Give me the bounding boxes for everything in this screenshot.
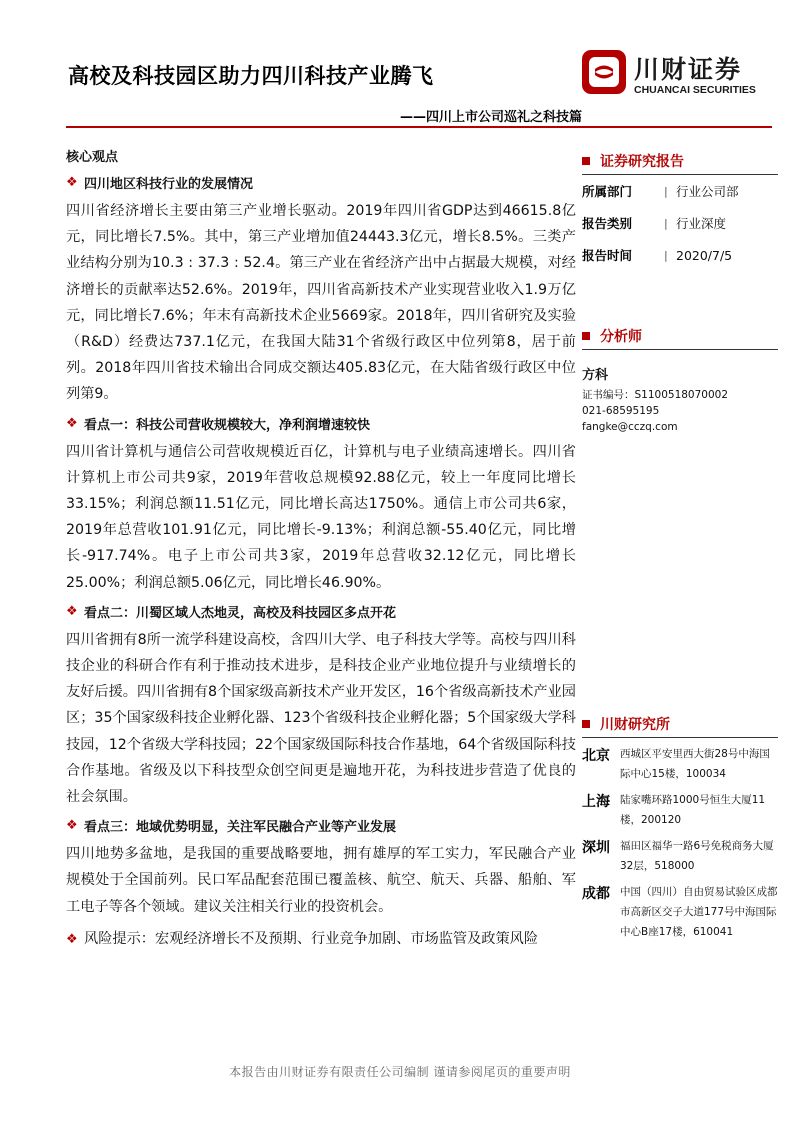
info-label: 报告时间: [582, 248, 633, 263]
logo-text-en: CHUANCAI SECURITIES: [634, 84, 756, 96]
company-logo: [580, 48, 770, 104]
analyst-cert: 证书编号：S1100518070002: [582, 389, 729, 401]
header-divider: [66, 126, 772, 128]
report-heading: 证券研究报告: [582, 148, 778, 174]
square-bullet-icon: [582, 332, 590, 340]
sidebar-divider: [582, 737, 778, 738]
section-paragraph: 四川省拥有8所一流学科建设高校，含四川大学、电子科技大学等。高校与四川科技企业的科研合作有利于推动技术进步，是科技企业产业地位提升与业绩增长的友好后援。四川省拥有8个国家级高新技术产业开发区，16个省级高新技术产业园区；35个国家级科技企业孵化器、123个省级科技企业孵化器；5个国家级大学科技园，12个省级大学科技园；22个国家级国际科技合作基地，64个省级国际科技合作基地。省级及以下科技型众创空间更是遍地开花，为科技进步营造了优良的社会氛围。: [66, 631, 576, 806]
info-value: 行业深度: [676, 216, 727, 231]
office-beijing: [582, 744, 778, 784]
square-bullet-icon: [582, 157, 590, 165]
section-point-one: [66, 414, 576, 596]
main-content: [66, 140, 576, 953]
section-point-three: [66, 816, 576, 920]
sidebar: [582, 148, 778, 942]
page-footer: 本报告由川财证券有限责任公司编制 谨请参阅尾页的重要声明: [229, 1065, 571, 1079]
office-city: 成都: [582, 886, 610, 902]
info-row-department: 所属部门 | 行业公司部: [582, 184, 739, 199]
office-shanghai: [582, 790, 778, 830]
risk-text: 风险提示：宏观经济增长不及预期、行业竞争加剧、市场监管及政策风险: [84, 930, 539, 947]
office-city: 深圳: [582, 840, 610, 856]
office-city: 上海: [582, 794, 610, 810]
logo-text-cn: 川财证券: [634, 55, 743, 84]
section-heading: 看点二：川蜀区域人杰地灵，高校及科技园区多点开花: [84, 605, 397, 621]
office-address: 西城区平安里西大街28号中海国际中心15楼，100034: [620, 748, 770, 780]
diamond-bullet-icon: ❖: [66, 931, 78, 947]
analyst-email[interactable]: fangke@cczq.com: [582, 421, 678, 433]
diamond-bullet-icon: ❖: [66, 603, 78, 619]
section-point-two: [66, 602, 576, 810]
office-address: 福田区福华一路6号免税商务大厦32层，518000: [620, 840, 774, 872]
office-address: 中国（四川）自由贸易试验区成都市高新区交子大道177号中海国际中心B座17楼，610041: [620, 886, 778, 938]
section-heading: 看点三：地域优势明显，关注军民融合产业等产业发展: [84, 820, 397, 836]
info-row-category: 报告类别 | 行业深度: [582, 216, 727, 231]
section-paragraph: 四川省计算机与通信公司营收规模近百亿，计算机与电子业绩高速增长。四川省计算机上市公司共9家，2019年营收总规模92.88亿元，较上一年度同比增长33.15%；利润总额11.51亿元，同比增长高达1750%。通信上市公司共6家，2019年总营收101.91亿元，同比增长-9.13%；利润总额-55.40亿元，同比增长-917.74%。电子上市公司共3家，2019年总营收32.12亿元，同比增长25.00%；利润总额5.06亿元，同比增长46.90%。: [66, 443, 576, 591]
section-heading: 看点一：科技公司营收规模较大，净利润增速较快: [84, 417, 371, 433]
square-bullet-icon: [582, 720, 590, 728]
info-row-date: 报告时间 | 2020/7/5: [582, 247, 733, 263]
analyst-phone: 021-68595195: [582, 405, 660, 417]
section-overview: [66, 173, 576, 408]
section-heading: 四川地区科技行业的发展情况: [84, 177, 254, 192]
diamond-bullet-icon: ❖: [66, 818, 78, 834]
page-title: 高校及科技园区助力四川科技产业腾飞: [68, 64, 434, 88]
logo-mark-icon: [580, 48, 628, 96]
diamond-bullet-icon: ❖: [66, 415, 78, 431]
info-value: 2020/7/5: [676, 247, 733, 263]
core-views-title: 核心观点: [66, 150, 119, 165]
sidebar-divider: [582, 349, 778, 350]
analyst-name: 方科: [582, 368, 609, 383]
office-shenzhen: [582, 836, 778, 876]
info-label: 所属部门: [582, 184, 633, 199]
risk-warning: [66, 926, 576, 953]
info-value: 行业公司部: [676, 184, 739, 199]
diamond-bullet-icon: ❖: [66, 175, 78, 190]
office-address: 陆家嘴环路1000号恒生大厦11楼，200120: [620, 794, 766, 826]
institute-heading: 川财研究所: [582, 711, 778, 737]
office-chengdu: [582, 882, 778, 942]
section-paragraph: 四川地势多盆地，是我国的重要战略要地，拥有雄厚的军工实力，军民融合产业规模处于全国前列。民口军品配套范围已覆盖核、航空、航天、兵器、船舶、军工电子等各个领域。建议关注相关行业的投资机会。: [66, 846, 576, 915]
analyst-heading: 分析师: [582, 323, 778, 349]
info-label: 报告类别: [582, 216, 633, 231]
page-subtitle: ——四川上市公司巡礼之科技篇: [399, 110, 582, 125]
office-city: 北京: [582, 748, 610, 764]
section-paragraph: 四川省经济增长主要由第三产业增长驱动。2019年四川省GDP达到46615.8亿元，同比增长7.5%。其中，第三产业增加值24443.3亿元，增长8.5%。三类产业结构分别为10.3 : 37.3 : 52.4。第三产业在省经济产出中占据最大规模，对经济增长的贡献率达52.6%。2019年，四川省高新技术产业实现营业收入1.9万亿元，同比增长7.6%；年末有高新技术企业5669家。2018年，四川省研究及实验（R&D）经费达737.1亿元，在我国大陆31个省级行政区中位列第8，居于前列。2018年四川省技术输出合同成交额达405.83亿元，在大陆省级行政区中位列第9。: [66, 203, 576, 403]
